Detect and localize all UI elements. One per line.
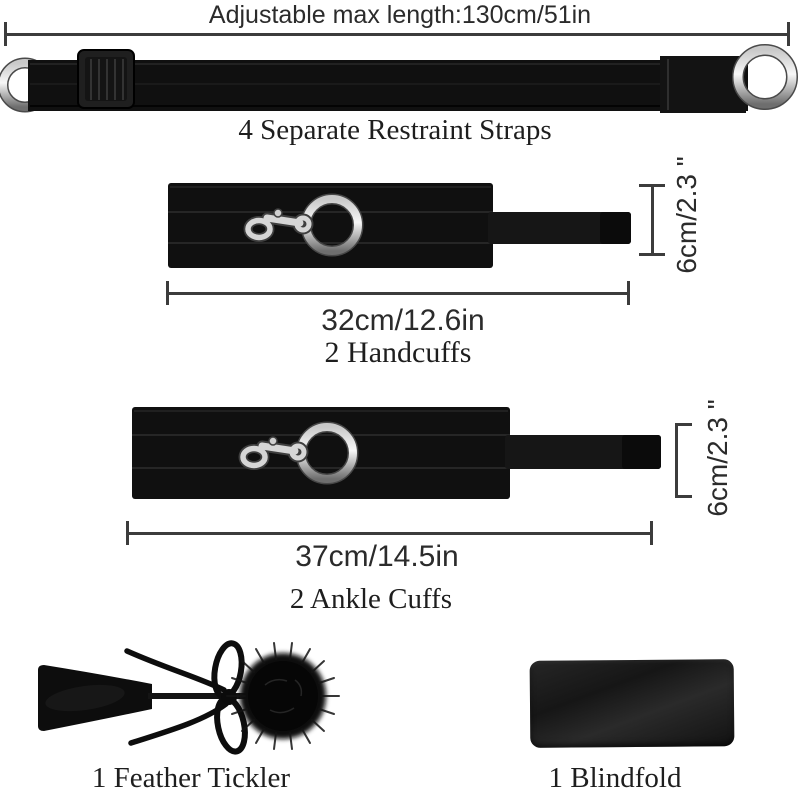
dimension-line: [166, 292, 630, 295]
strap-webbing: [28, 60, 748, 111]
dimension-tick-left: [166, 281, 169, 305]
blindfold-image: [530, 659, 735, 748]
dimension-cap-bottom: [639, 253, 665, 256]
strap-length-label: Adjustable max length:130cm/51in: [208, 1, 592, 29]
dimension-line: [675, 423, 678, 498]
blindfold-title: 1 Blindfold: [548, 762, 682, 794]
handcuff-height-dimension: [639, 184, 665, 256]
tickler-title: 1 Feather Tickler: [91, 762, 291, 794]
tickler-paddle: [38, 665, 152, 731]
straps-title: 4 Separate Restraint Straps: [238, 114, 552, 146]
dimension-cap-bottom: [675, 495, 692, 498]
handcuff-length-dimension: [166, 281, 630, 305]
slider-buckle: [78, 50, 134, 108]
handcuff-length-label: 32cm/12.6in: [321, 304, 485, 337]
dimension-cap-top: [639, 184, 665, 187]
ankle-cuff-height-label: 6cm/2.3 ": [702, 399, 733, 517]
ankle-cuff-length-label: 37cm/14.5in: [295, 540, 459, 573]
ankle-cuffs-title: 2 Ankle Cuffs: [289, 583, 453, 615]
ankle-cuff-height-dimension: [675, 423, 692, 498]
handcuffs-title: 2 Handcuffs: [324, 336, 472, 369]
handcuff-height-label: 6cm/2.3 ": [671, 156, 702, 274]
dimension-line: [4, 33, 790, 36]
dimension-line: [651, 184, 654, 256]
ankle-cuff-body: [132, 407, 510, 499]
dimension-tick-right: [627, 281, 630, 305]
dimension-cap-top: [675, 423, 692, 426]
dimension-line: [126, 532, 653, 535]
